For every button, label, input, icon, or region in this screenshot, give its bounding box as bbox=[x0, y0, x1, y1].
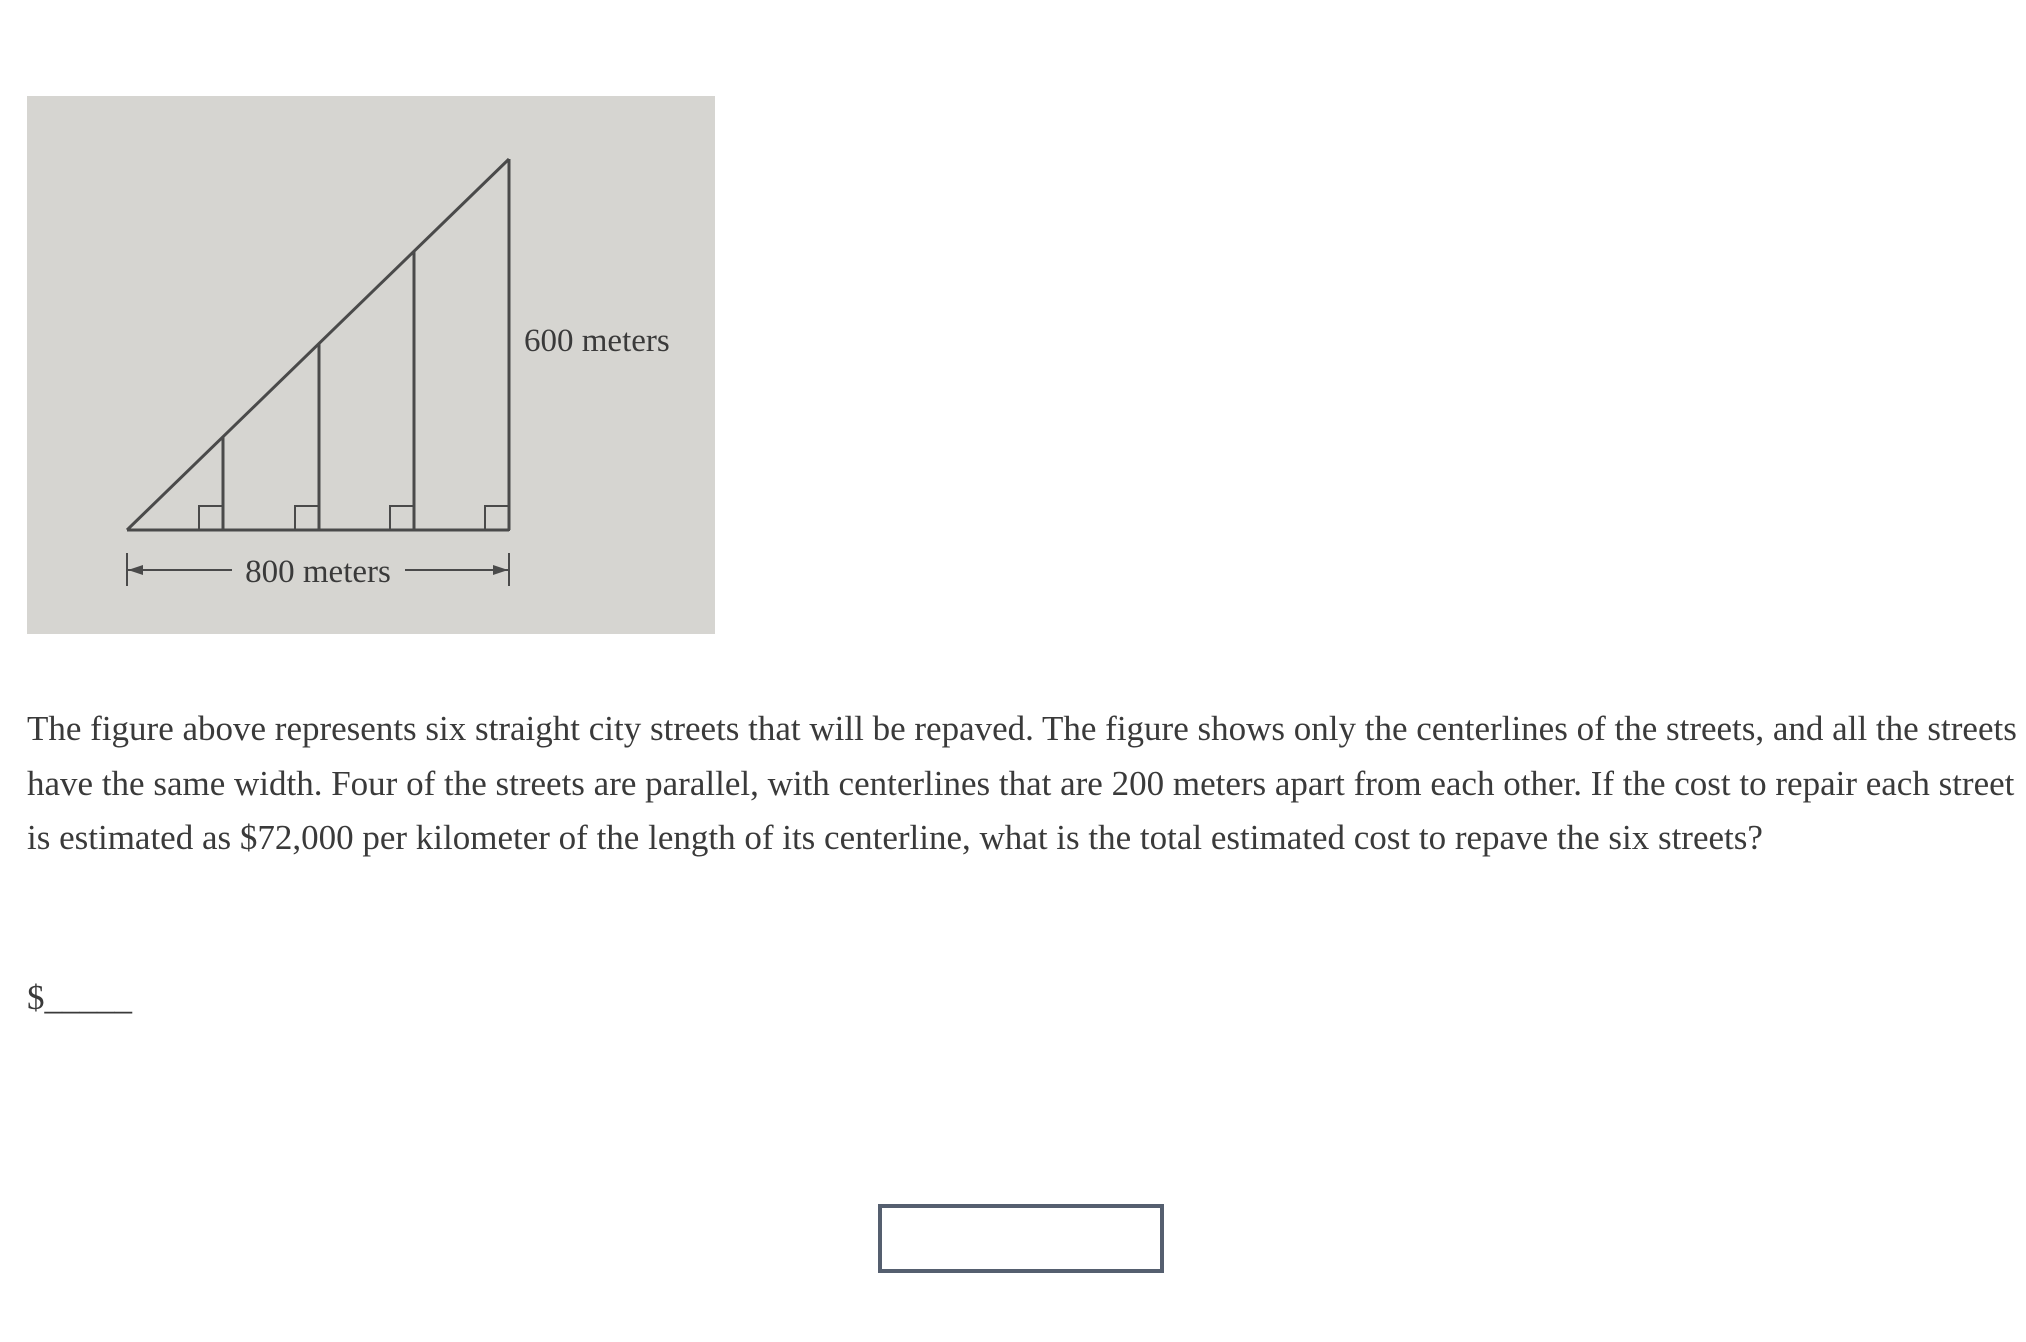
answer-blank: _____ bbox=[44, 978, 132, 1017]
vertical-length-label: 600 meters bbox=[524, 323, 670, 359]
dollar-sign: $ bbox=[27, 978, 45, 1017]
answer-line bbox=[27, 978, 132, 1018]
streets-figure bbox=[27, 96, 715, 634]
horizontal-length-label: 800 meters bbox=[245, 554, 391, 590]
question-text: The figure above represents six straight city streets that will be repaved. The figure shows only the centerlines of the streets, and all the streets have the same width. Four of the streets are parallel, with centerlines that are 200 meters apart from each other. If the cost to repair each street is estimated as $72,000 per kilometer of the length of its centerline, what is the total estimated cost to repave the six streets? bbox=[27, 709, 2017, 857]
answer-submit-box[interactable] bbox=[878, 1204, 1164, 1273]
